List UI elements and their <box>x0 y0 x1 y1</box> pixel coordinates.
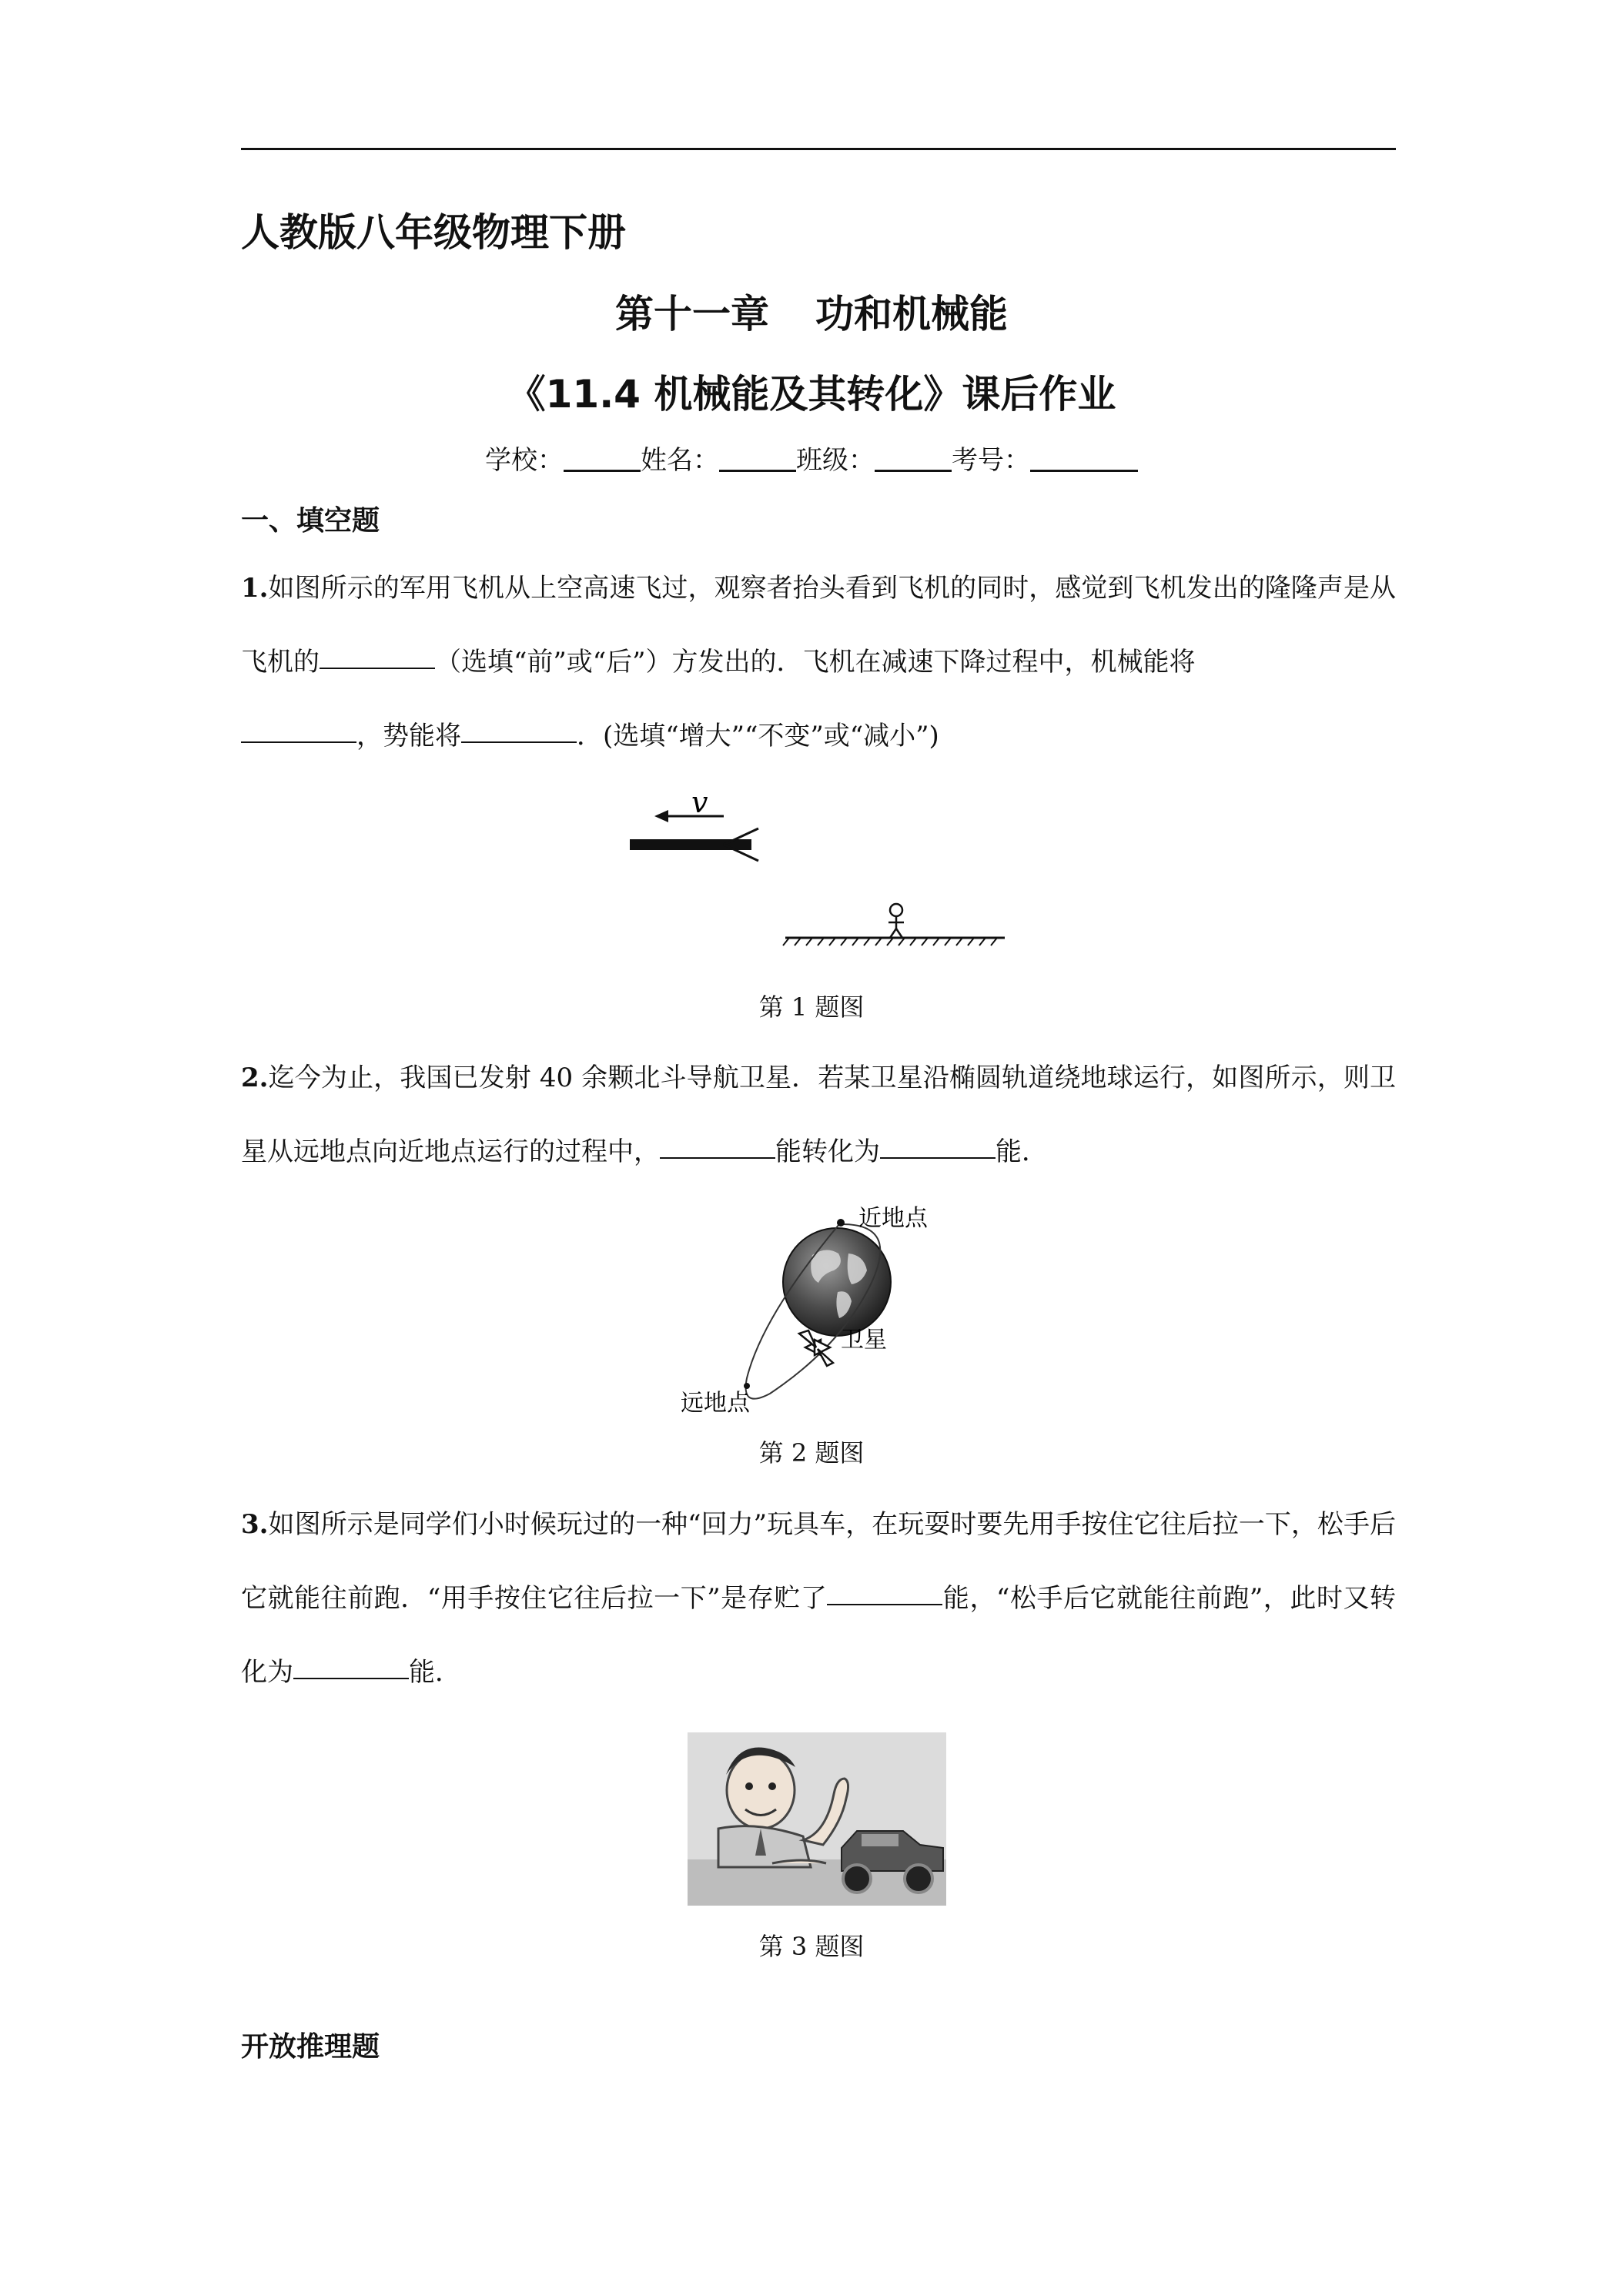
question-number: 3. <box>241 1509 269 1540</box>
question-text: 如图所示是同学们小时候玩过的一种“回力”玩具车，在玩耍时要先用手按住它往后拉一下，松手后它就能往前跑．“用手按住它往后拉一下”是存贮了 <box>241 1509 1396 1614</box>
question-text: 能． <box>409 1657 461 1688</box>
question-text: （选填“前”或“后”）方发出的．飞机在减速下降过程中，机械能将 <box>435 647 1196 678</box>
class-label: 班级： <box>796 445 875 476</box>
student-info-line <box>0 439 1623 477</box>
figure-3-pullback-toy-car <box>688 1732 946 1906</box>
question-text: 能． <box>996 1136 1048 1167</box>
school-blank[interactable] <box>564 447 641 472</box>
figure-2-satellite-orbit <box>670 1201 993 1417</box>
book-title: 人教版八年级物理下册 <box>241 210 626 255</box>
apogee-point <box>744 1383 750 1389</box>
question-1 <box>241 551 1396 773</box>
figure-2-caption: 第 2 题图 <box>758 1438 865 1468</box>
lesson-title: 《11.4 机械能及其转化》课后作业 <box>507 372 1116 417</box>
velocity-label: v <box>691 785 708 819</box>
figure-1-plane-observer <box>616 778 1016 962</box>
chapter-title <box>0 283 1623 339</box>
answer-blank[interactable] <box>660 1156 775 1159</box>
question-number: 2. <box>241 1063 269 1093</box>
answer-blank[interactable] <box>880 1156 996 1159</box>
exam-no-label: 考号： <box>952 445 1030 476</box>
question-text: ，势能将 <box>356 721 461 751</box>
question-number: 1. <box>241 573 269 604</box>
question-3 <box>241 1488 1396 1709</box>
perigee-label: 近地点 <box>858 1205 928 1232</box>
chapter-name: 功和机械能 <box>815 292 1008 336</box>
chapter-number: 第十一章 <box>615 292 769 336</box>
answer-blank[interactable] <box>461 741 577 743</box>
answer-blank[interactable] <box>827 1603 942 1605</box>
apogee-label: 远地点 <box>681 1390 750 1417</box>
observer-figure <box>888 904 904 938</box>
school-label: 学校： <box>485 445 564 476</box>
section-fill-in-blank: 一、填空题 <box>241 505 380 537</box>
question-text: 如图所示的军用飞机从上空高速飞过，观察者抬头看到飞机的同时，感觉到飞机发出的隆隆声是从飞机的 <box>241 573 1396 678</box>
question-2 <box>241 1041 1396 1189</box>
class-blank[interactable] <box>875 447 952 472</box>
question-text: 迄今为止，我国已发射 40 余颗北斗导航卫星．若某卫星沿椭圆轨道绕地球运行，如图所示，则卫星从远地点向近地点运行的过程中， <box>241 1063 1396 1167</box>
header-rule <box>241 148 1396 150</box>
name-blank[interactable] <box>719 447 796 472</box>
figure-3-caption: 第 3 题图 <box>758 1932 865 1961</box>
question-text: 能，“松手后它就能往前跑”，此时又转化为 <box>241 1583 1397 1688</box>
question-text: 能转化为 <box>775 1136 880 1167</box>
exam-no-blank[interactable] <box>1030 447 1138 472</box>
satellite-label: 卫星 <box>841 1327 887 1354</box>
question-text: ．(选填“增大”“不变”或“减小”) <box>577 721 939 751</box>
answer-blank[interactable] <box>241 741 356 743</box>
section-open-reasoning: 开放推理题 <box>241 2031 380 2063</box>
earth <box>783 1228 891 1336</box>
name-label: 姓名： <box>641 445 719 476</box>
arrow-head <box>654 810 668 822</box>
perigee-point <box>837 1219 845 1227</box>
figure-1-caption: 第 1 题图 <box>758 992 865 1022</box>
answer-blank[interactable] <box>320 667 435 669</box>
answer-blank[interactable] <box>293 1677 409 1679</box>
